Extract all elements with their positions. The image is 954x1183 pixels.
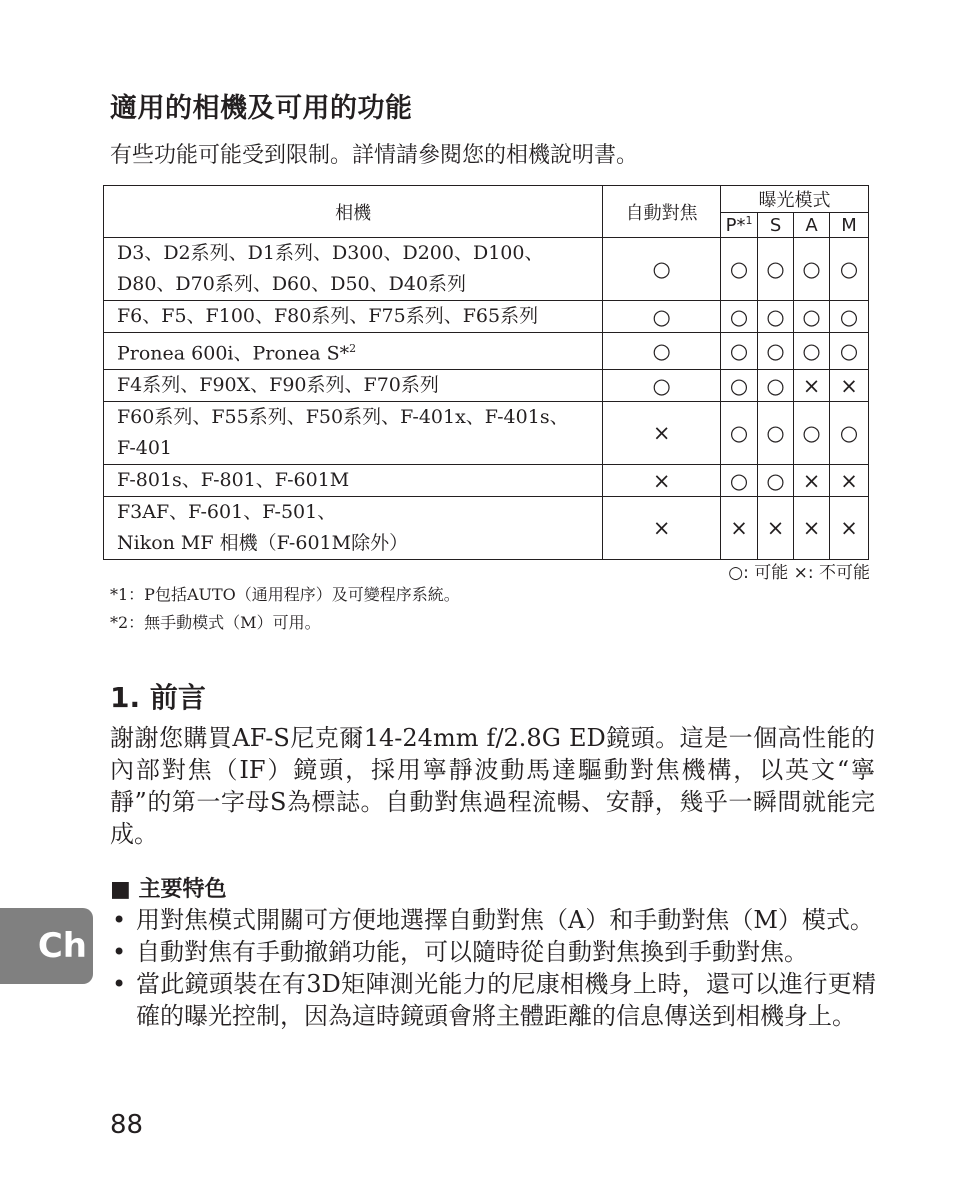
- features-heading: ■ 主要特色: [110, 877, 227, 902]
- support-cell-p: ○: [721, 370, 758, 402]
- list-item: [110, 936, 876, 968]
- list-item: [110, 968, 876, 1032]
- support-cell-s: ×: [758, 497, 794, 560]
- col-header-exposure-modes: 曝光模式: [721, 186, 869, 213]
- col-header-af: 自動對焦: [603, 186, 721, 238]
- camera-cell: [104, 238, 603, 301]
- support-cell-af: ○: [603, 370, 721, 402]
- support-cell-a: ×: [794, 465, 830, 497]
- compat-table-body: [104, 238, 869, 560]
- preface-body: 謝謝您購買AF-S尼克爾14-24mm f/2.8G ED鏡頭。這是一個高性能的內部對焦（IF）鏡頭，採用寧靜波動馬達驅動對焦機構，以英文“寧靜”的第一字母S為標誌。自動對焦過程流暢、安靜，幾乎一瞬間就能完成。: [110, 724, 875, 848]
- camera-cell: [104, 497, 603, 560]
- support-cell-m: ×: [830, 370, 869, 402]
- camera-line-2: F-401: [117, 437, 173, 460]
- table-row: [104, 402, 869, 465]
- feature-text: 自動對焦有手動撤銷功能，可以隨時從自動對焦換到手動對焦。: [136, 938, 808, 966]
- list-item: [110, 904, 876, 936]
- table-row: [104, 465, 869, 497]
- support-cell-a: ○: [794, 402, 830, 465]
- camera-cell: [104, 402, 603, 465]
- support-cell-p: ○: [721, 238, 758, 301]
- support-cell-m: ○: [830, 333, 869, 370]
- support-cell-a: ○: [794, 301, 830, 333]
- footnote-2: *2：無手動模式（M）可用。: [110, 613, 321, 632]
- support-cell-s: ○: [758, 301, 794, 333]
- bullet-icon: •: [112, 906, 127, 934]
- table-row: [104, 301, 869, 333]
- col-header-mode-m: M: [830, 213, 869, 238]
- support-cell-s: ○: [758, 370, 794, 402]
- compat-intro: 有些功能可能受到限制。詳情請參閱您的相機說明書。: [110, 143, 639, 168]
- symbol-legend: ○: 可能 ×: 不可能: [728, 563, 870, 583]
- support-cell-af: ○: [603, 333, 721, 370]
- feature-text: 用對焦模式開關可方便地選擇自動對焦（A）和手動對焦（M）模式。: [136, 906, 874, 934]
- camera-line-1: F6、F5、F100、F80系列、F75系列、F65系列: [117, 305, 539, 327]
- table-row: [104, 333, 869, 370]
- camera-line-1: F60系列、F55系列、F50系列、F-401x、F-401s、: [117, 406, 569, 429]
- support-cell-a: ×: [794, 370, 830, 402]
- support-cell-af: ×: [603, 465, 721, 497]
- support-cell-s: ○: [758, 238, 794, 301]
- col-header-mode-s: S: [758, 213, 794, 238]
- camera-cell: [104, 465, 603, 497]
- camera-cell: [104, 370, 603, 402]
- page-number: 88: [110, 1110, 144, 1140]
- camera-line-1: D3、D2系列、D1系列、D300、D200、D100、: [117, 242, 544, 264]
- support-cell-p: ○: [721, 301, 758, 333]
- bullet-icon: •: [112, 938, 127, 966]
- camera-line-1: Pronea 600i、Pronea S*: [117, 342, 350, 365]
- camera-line-1: F4系列、F90X、F90系列、F70系列: [117, 374, 439, 397]
- support-cell-p: ×: [721, 497, 758, 560]
- support-cell-m: ○: [830, 238, 869, 301]
- support-cell-af: ×: [603, 497, 721, 560]
- support-cell-s: ○: [758, 465, 794, 497]
- support-cell-m: ×: [830, 465, 869, 497]
- language-tab: Ch: [0, 908, 93, 984]
- camera-line-1: F-801s、F-801、F-601M: [117, 469, 350, 492]
- camera-line-1: F3AF、F-601、F-501、: [117, 501, 337, 524]
- support-cell-af: ×: [603, 402, 721, 465]
- compatibility-table: [103, 185, 869, 560]
- support-cell-p: ○: [721, 465, 758, 497]
- camera-footnote-mark: 2: [349, 342, 357, 355]
- support-cell-af: ○: [603, 301, 721, 333]
- col-header-mode-a: A: [794, 213, 830, 238]
- table-row: [104, 238, 869, 301]
- camera-line-2: Nikon MF 相機（F-601M除外）: [117, 532, 409, 555]
- camera-cell: [104, 301, 603, 333]
- table-row: [104, 497, 869, 560]
- support-cell-p: ○: [721, 333, 758, 370]
- table-row: [104, 370, 869, 402]
- camera-cell: [104, 333, 603, 370]
- feature-text: 當此鏡頭裝在有3D矩陣測光能力的尼康相機身上時，還可以進行更精確的曝光控制，因為這時鏡頭會將主體距離的信息傳送到相機身上。: [136, 970, 876, 1030]
- features-list: [110, 904, 876, 1032]
- support-cell-a: ○: [794, 238, 830, 301]
- support-cell-a: ○: [794, 333, 830, 370]
- footnote-1: *1：P包括AUTO（通用程序）及可變程序系統。: [110, 585, 460, 604]
- compat-heading: 適用的相機及可用的功能: [110, 93, 413, 124]
- support-cell-m: ×: [830, 497, 869, 560]
- col-header-mode-p: P*$^1$: [721, 213, 758, 238]
- support-cell-s: ○: [758, 333, 794, 370]
- support-cell-p: ○: [721, 402, 758, 465]
- bullet-icon: •: [112, 970, 127, 998]
- support-cell-af: ○: [603, 238, 721, 301]
- support-cell-a: ×: [794, 497, 830, 560]
- support-cell-m: ○: [830, 402, 869, 465]
- col-header-camera: 相機: [104, 186, 603, 238]
- support-cell-m: ○: [830, 301, 869, 333]
- preface-heading: 1. 前言: [110, 681, 206, 714]
- camera-line-2: D80、D70系列、D60、D50、D40系列: [117, 273, 467, 295]
- support-cell-s: ○: [758, 402, 794, 465]
